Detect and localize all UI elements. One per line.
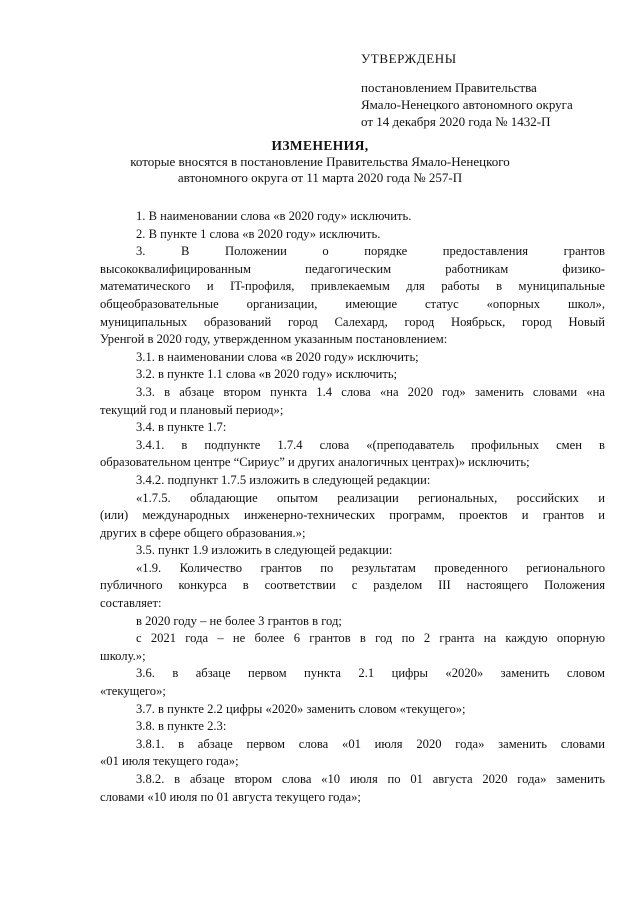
body-line: высококвалифицированным педагогическим работникам физико- xyxy=(100,261,605,276)
approval-title: УТВЕРЖДЕНЫ xyxy=(361,51,457,66)
document-subtitle-line: которые вносятся в постановление Правительства Ямало-Ненецкого xyxy=(130,154,510,169)
body-line: «текущего»; xyxy=(100,684,166,699)
body-line: образовательном центре “Сириус” и других аналогичных центрах)» исключить; xyxy=(100,455,530,470)
body-line: «1.7.5. обладающие опытом реализации региональных, российских и xyxy=(136,490,605,505)
document-body xyxy=(100,208,605,806)
body-line: 3.4. в пункте 1.7: xyxy=(136,420,227,435)
document-title: ИЗМЕНЕНИЯ, xyxy=(271,138,369,153)
body-line: «01 июля текущего года»; xyxy=(100,754,239,769)
approval-line: от 14 декабря 2020 года № 1432-П xyxy=(361,114,551,129)
body-line: 1. В наименовании слова «в 2020 году» исключить. xyxy=(136,209,412,223)
body-line: 3. В Положении о порядке предоставления грантов xyxy=(136,244,605,259)
body-line: 3.4.2. подпункт 1.7.5 изложить в следующей редакции: xyxy=(136,472,431,487)
body-line: 2. В пункте 1 слова «в 2020 году» исключить. xyxy=(136,226,381,241)
body-line: 3.5. пункт 1.9 изложить в следующей редакции: xyxy=(136,543,393,558)
approval-line: Ямало-Ненецкого автономного округа xyxy=(361,97,573,112)
body-line: 3.8. в пункте 2.3: xyxy=(136,719,227,734)
body-line: в 2020 году – не более 3 грантов в год; xyxy=(136,613,342,628)
body-line: «1.9. Количество грантов по результатам проведенного регионального xyxy=(136,560,605,575)
body-line: Уренгой в 2020 году, утвержденном указанным постановлением: xyxy=(100,332,448,347)
body-line: публичного конкурса в соответствии с разделом III настоящего Положения xyxy=(100,578,605,593)
document-subtitle-line: автономного округа от 11 марта 2020 года № 257-П xyxy=(177,170,463,185)
body-line: (или) международных инженерно-технических программ, проектов и грантов и xyxy=(100,508,605,523)
body-line: 3.1. в наименовании слова «в 2020 году» исключить; xyxy=(136,349,419,364)
body-line: 3.2. в пункте 1.1 слова «в 2020 году» исключить; xyxy=(136,367,398,382)
body-line: 3.7. в пункте 2.2 цифры «2020» заменить словом «текущего»; xyxy=(136,701,466,716)
body-line: муниципальных образований город Салехард, город Ноябрьск, город Новый xyxy=(100,314,605,329)
body-line: словами «10 июля по 01 августа текущего года»; xyxy=(100,789,361,804)
body-line: составляет: xyxy=(100,596,162,611)
approval-line: постановлением Правительства xyxy=(361,80,537,95)
body-line: математического и IT-профиля, привлекаемым для работы в муниципальные xyxy=(100,279,605,294)
body-line: общеобразовательные организации, имеющие статус «опорных школ», xyxy=(100,296,605,311)
body-line: 3.3. в абзаце втором пункта 1.4 слова «на 2020 год» заменить словами «на xyxy=(136,384,605,399)
body-line: других в сфере общего образования.»; xyxy=(100,525,306,540)
body-line: 3.8.1. в абзаце первом слова «01 июля 2020 года» заменить словами xyxy=(136,736,605,751)
body-line: 3.6. в абзаце первом пункта 2.1 цифры «2020» заменить словом xyxy=(136,666,605,681)
body-line: школу.»; xyxy=(100,648,146,663)
body-line: с 2021 года – не более 6 грантов в год по 2 гранта на каждую опорную xyxy=(136,631,605,646)
body-line: 3.8.2. в абзаце втором слова «10 июля по 01 августа 2020 года» заменить xyxy=(136,772,605,786)
body-line: 3.4.1. в подпункте 1.7.4 слова «(преподаватель профильных смен в xyxy=(136,437,605,452)
body-line: текущий год и плановый период»; xyxy=(100,402,284,417)
